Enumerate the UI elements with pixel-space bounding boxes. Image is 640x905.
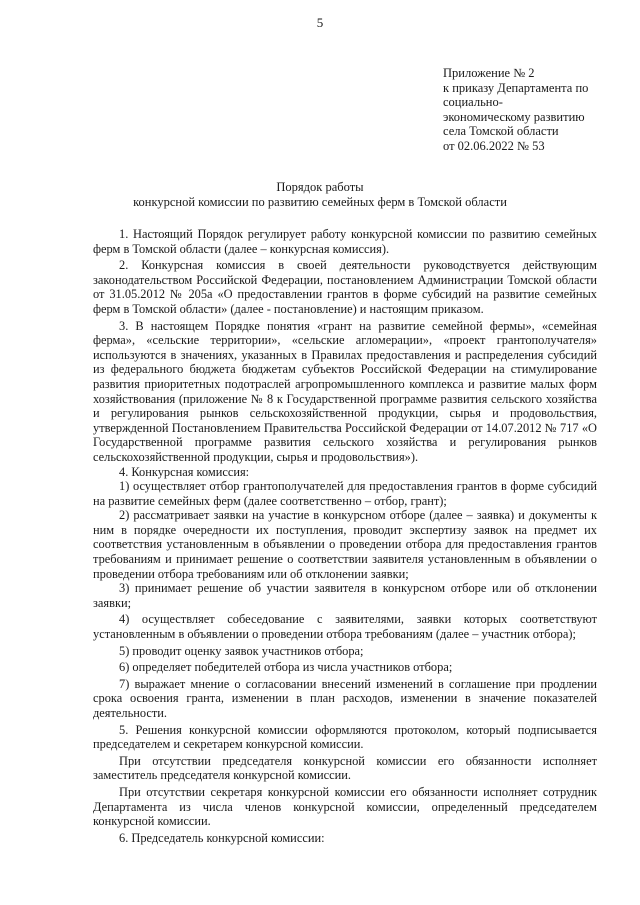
document-subtitle: конкурсной комиссии по развитию семейных ферм в Томской области — [133, 195, 507, 209]
paragraph: 2) рассматривает заявки на участие в конкурсном отборе (далее – заявка) и документы к ним в порядке очередности их поступления, проводит экспертизу заявок на предмет их соответствия установленным в объявлении о проведении отбора для предоставления грантов требованиям и принимает решение о соответствии заявителя установленным в объявлении о проведении отбора требованиям или об отклонении заявки; — [93, 508, 597, 581]
paragraph: 2. Конкурсная комиссия в своей деятельности руководствуется действующим законодательством Российской Федерации, постановлением Администрации Томской области от 31.05.2012 № 205а «О предоставлении грантов в форме субсидий на развитие семейных ферм в Томской области» (далее - постановление) и настоящим приказом. — [93, 258, 597, 316]
document-title: Порядок работы — [276, 180, 364, 194]
appendix-header — [443, 66, 603, 154]
paragraph: При отсутствии секретаря конкурсной комиссии его обязанности исполняет сотрудник Департамента из числа членов конкурсной комиссии, определенный председателем конкурсной комиссии. — [93, 784, 597, 829]
paragraph: 7) выражает мнение о согласовании внесений изменений в соглашение при продлении срока освоения гранта, изменении в план расходов, изменении в значение показателей деятельности. — [93, 676, 597, 720]
paragraph: 3) принимает решение об участии заявителя в конкурсном отборе или об отклонении заявки; — [93, 581, 597, 610]
paragraph: 1. Настоящий Порядок регулирует работу конкурсной комиссии по развитию семейных ферм в Томской области (далее – конкурсная комиссия). — [93, 227, 597, 256]
paragraph: 1) осуществляет отбор грантополучателей для предоставления грантов в форме субсидий на развитие семейных ферм (далее соответственно – отбор, грант); — [93, 479, 597, 508]
appendix-line: села Томской области — [443, 124, 559, 139]
paragraph: При отсутствии председателя конкурсной комиссии его обязанности исполняет заместитель председателя конкурсной комиссии. — [93, 753, 597, 783]
paragraph: 5) проводит оценку заявок участников отбора; — [119, 643, 364, 658]
paragraph: 4) осуществляет собеседование с заявителями, заявки которых соответствуют установленным в объявлении о проведении отбора требованиям (далее – участник отбора); — [93, 612, 597, 642]
appendix-line: Приложение № 2 — [443, 66, 535, 80]
paragraph: 4. Конкурсная комиссия: — [119, 464, 250, 479]
page-number: 5 — [316, 15, 324, 30]
appendix-line: социально- — [443, 95, 503, 110]
paragraph: 6. Председатель конкурсной комиссии: — [119, 830, 325, 845]
paragraph: 3. В настоящем Порядке понятия «грант на развитие семейной фермы», «семейная ферма», «сельские территории», «сельские агломерации», «проект грантополучателя» используются в значениях, указанных в Правилах предоставления и распределения субсидий из федерального бюджета бюджетам субъектов Российской Федерации на стимулирование развития приоритетных подотраслей агропромышленного комплекса и развитие малых форм хозяйствования (приложение № 8 к Государственной программе развития сельского хозяйства и регулирования рынков сельскохозяйственной продукции, сырья и продовольствия, утвержденной Постановлением Правительства Российской Федерации от 14.07.2012 № 717 «О Государственной программе развития сельского хозяйства и регулирования рынков сельскохозяйственной продукции, сырья и продовольствия»). — [93, 318, 597, 464]
appendix-line: от 02.06.2022 № 53 — [443, 138, 545, 153]
appendix-line: к приказу Департамента по — [443, 80, 589, 95]
appendix-line: экономическому развитию — [443, 109, 585, 124]
paragraph: 6) определяет победителей отбора из числа участников отбора; — [119, 660, 453, 675]
document-body — [93, 227, 597, 845]
paragraph: 5. Решения конкурсной комиссии оформляются протоколом, который подписывается председателем и секретарем конкурсной комиссии. — [93, 722, 597, 752]
